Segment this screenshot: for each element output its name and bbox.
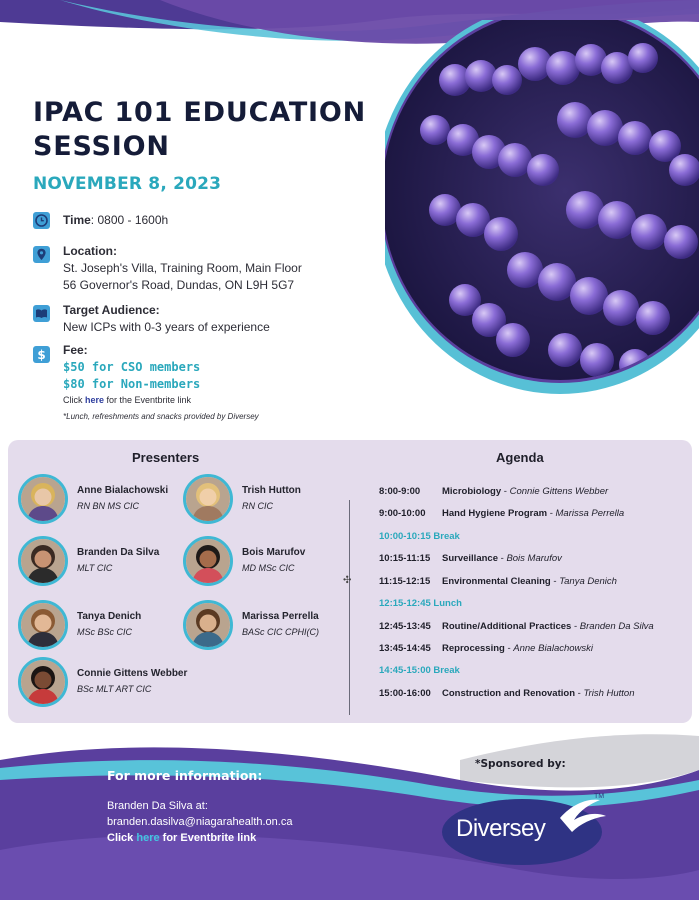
presenter-photo bbox=[183, 600, 233, 650]
fee-non-members: $80 for Non-members bbox=[63, 377, 201, 391]
agenda-presenter: Trish Hutton bbox=[583, 688, 635, 699]
agenda-topic: Construction and Renovation bbox=[442, 688, 575, 699]
presenter-name: Connie Gittens Webber bbox=[77, 668, 188, 679]
footer-eventbrite-line: Click here for Eventbrite link bbox=[107, 832, 257, 844]
agenda-topic: Surveillance bbox=[442, 553, 498, 564]
presenter-name: Trish Hutton bbox=[242, 485, 301, 496]
agenda-presenter: Anne Bialachowski bbox=[513, 643, 594, 654]
presenter-name: Tanya Denich bbox=[77, 611, 142, 622]
agenda-time: 10:15-11:15 bbox=[379, 553, 431, 564]
agenda-topic: Hand Hygiene Program bbox=[442, 508, 548, 519]
trademark-mark: TM bbox=[594, 793, 605, 800]
agenda-item: 8:00-9:00 Microbiology - Connie Gittens Webber bbox=[379, 486, 609, 497]
audience-info: Target Audience: New ICPs with 0-3 years of experience bbox=[63, 303, 270, 334]
agenda-time: 12:15-12:45 bbox=[379, 598, 431, 609]
presenter-name: Bois Marufov bbox=[242, 547, 306, 558]
agenda-presenter: Branden Da Silva bbox=[579, 621, 654, 632]
agenda-presenter: Connie Gittens Webber bbox=[509, 486, 609, 497]
presenter-credentials: BASc CIC CPHI(C) bbox=[242, 627, 320, 637]
presenter-photo bbox=[18, 600, 68, 650]
agenda-heading: Agenda bbox=[496, 450, 544, 465]
agenda-item bbox=[379, 665, 460, 676]
contact-email[interactable]: branden.dasilva@niagarahealth.on.ca bbox=[107, 816, 293, 828]
agenda-presenter: Tanya Denich bbox=[559, 576, 617, 587]
footer-eventbrite-link[interactable]: here bbox=[136, 832, 160, 844]
svg-text:$: $ bbox=[37, 348, 46, 362]
agenda-topic: Environmental Cleaning bbox=[442, 576, 551, 587]
fee-cso: $50 for CSO members bbox=[63, 360, 201, 374]
agenda-time: 12:45-13:45 bbox=[379, 621, 431, 632]
agenda-topic: Break bbox=[430, 531, 460, 542]
presenter-photo bbox=[183, 474, 233, 524]
presenter-credentials: MLT CIC bbox=[77, 563, 113, 573]
agenda-item: 10:15-11:15 Surveillance - Bois Marufov bbox=[379, 553, 562, 564]
presenter-photo bbox=[18, 657, 68, 707]
agenda-time: 8:00-9:00 bbox=[379, 486, 421, 497]
agenda-time: 10:00-10:15 bbox=[379, 531, 431, 542]
event-title: IPAC 101 EDUCATION SESSION bbox=[33, 97, 367, 162]
agenda-item: 9:00-10:00 Hand Hygiene Program - Marissa Perrella bbox=[379, 508, 625, 519]
eventbrite-link[interactable]: here bbox=[85, 395, 105, 405]
agenda-topic: Microbiology bbox=[442, 486, 502, 497]
presenter-name: Marissa Perrella bbox=[242, 611, 319, 622]
book-icon bbox=[33, 305, 50, 322]
agenda-item bbox=[379, 598, 462, 609]
agenda-topic: Lunch bbox=[430, 598, 462, 609]
presenter-photo bbox=[18, 536, 68, 586]
event-date: NOVEMBER 8, 2023 bbox=[33, 174, 222, 194]
diversey-logo-text: Diversey bbox=[456, 815, 546, 842]
agenda-time: 14:45-15:00 bbox=[379, 665, 431, 676]
eventbrite-line: Click here for the Eventbrite link bbox=[63, 395, 192, 405]
presenter-name: Branden Da Silva bbox=[77, 547, 160, 558]
contact-name: Branden Da Silva at: bbox=[107, 800, 208, 812]
presenter-credentials: RN BN MS CIC bbox=[77, 501, 140, 511]
presenter-credentials: BSc MLT ART CIC bbox=[77, 684, 152, 694]
panel-divider bbox=[349, 500, 350, 715]
presenter-credentials: MSc BSc CIC bbox=[77, 627, 133, 637]
presenters-heading: Presenters bbox=[132, 450, 200, 465]
bacteria-micrograph-image bbox=[385, 20, 699, 420]
agenda-topic: Routine/Additional Practices bbox=[442, 621, 572, 632]
clock-icon bbox=[33, 212, 50, 229]
agenda-time: 11:15-12:15 bbox=[379, 576, 431, 587]
presenter-credentials: MD MSc CIC bbox=[242, 563, 295, 573]
agenda-item bbox=[379, 531, 460, 542]
agenda-presenter: Marissa Perrella bbox=[555, 508, 625, 519]
move-handle-icon: ✣ bbox=[343, 575, 352, 586]
more-info-heading: For more information: bbox=[107, 768, 263, 783]
lunch-note: *Lunch, refreshments and snacks provided by Diversey bbox=[63, 412, 259, 421]
presenter-photo bbox=[183, 536, 233, 586]
agenda-item: 13:45-14:45 Reprocessing - Anne Bialachowski bbox=[379, 643, 594, 654]
agenda-topic: Reprocessing bbox=[442, 643, 505, 654]
agenda-topic: Break bbox=[430, 665, 460, 676]
agenda-item: 12:45-13:45 Routine/Additional Practices - Branden Da Silva bbox=[379, 621, 654, 632]
presenter-photo bbox=[18, 474, 68, 524]
presenter-credentials: RN CIC bbox=[242, 501, 273, 511]
dollar-icon bbox=[33, 346, 50, 363]
presenter-name: Anne Bialachowski bbox=[77, 485, 169, 496]
location-info: Location: St. Joseph's Villa, Training Room, Main Floor 56 Governor's Road, Dundas, ON L9H 5G7 bbox=[63, 244, 302, 292]
time-info: Time: 0800 - 1600h bbox=[63, 213, 169, 227]
agenda-time: 13:45-14:45 bbox=[379, 643, 431, 654]
agenda-item: 11:15-12:15 Environmental Cleaning - Tanya Denich bbox=[379, 576, 617, 587]
agenda-time: 9:00-10:00 bbox=[379, 508, 426, 519]
agenda-presenter: Bois Marufov bbox=[506, 553, 562, 564]
sponsored-by-label: *Sponsored by: bbox=[475, 758, 566, 770]
location-pin-icon bbox=[33, 246, 50, 263]
agenda-time: 15:00-16:00 bbox=[379, 688, 431, 699]
fee-info: Fee: $50 for CSO members $80 for Non-members Click here for the Eventbrite link bbox=[63, 343, 201, 405]
agenda-item: 15:00-16:00 Construction and Renovation - Trish Hutton bbox=[379, 688, 635, 699]
